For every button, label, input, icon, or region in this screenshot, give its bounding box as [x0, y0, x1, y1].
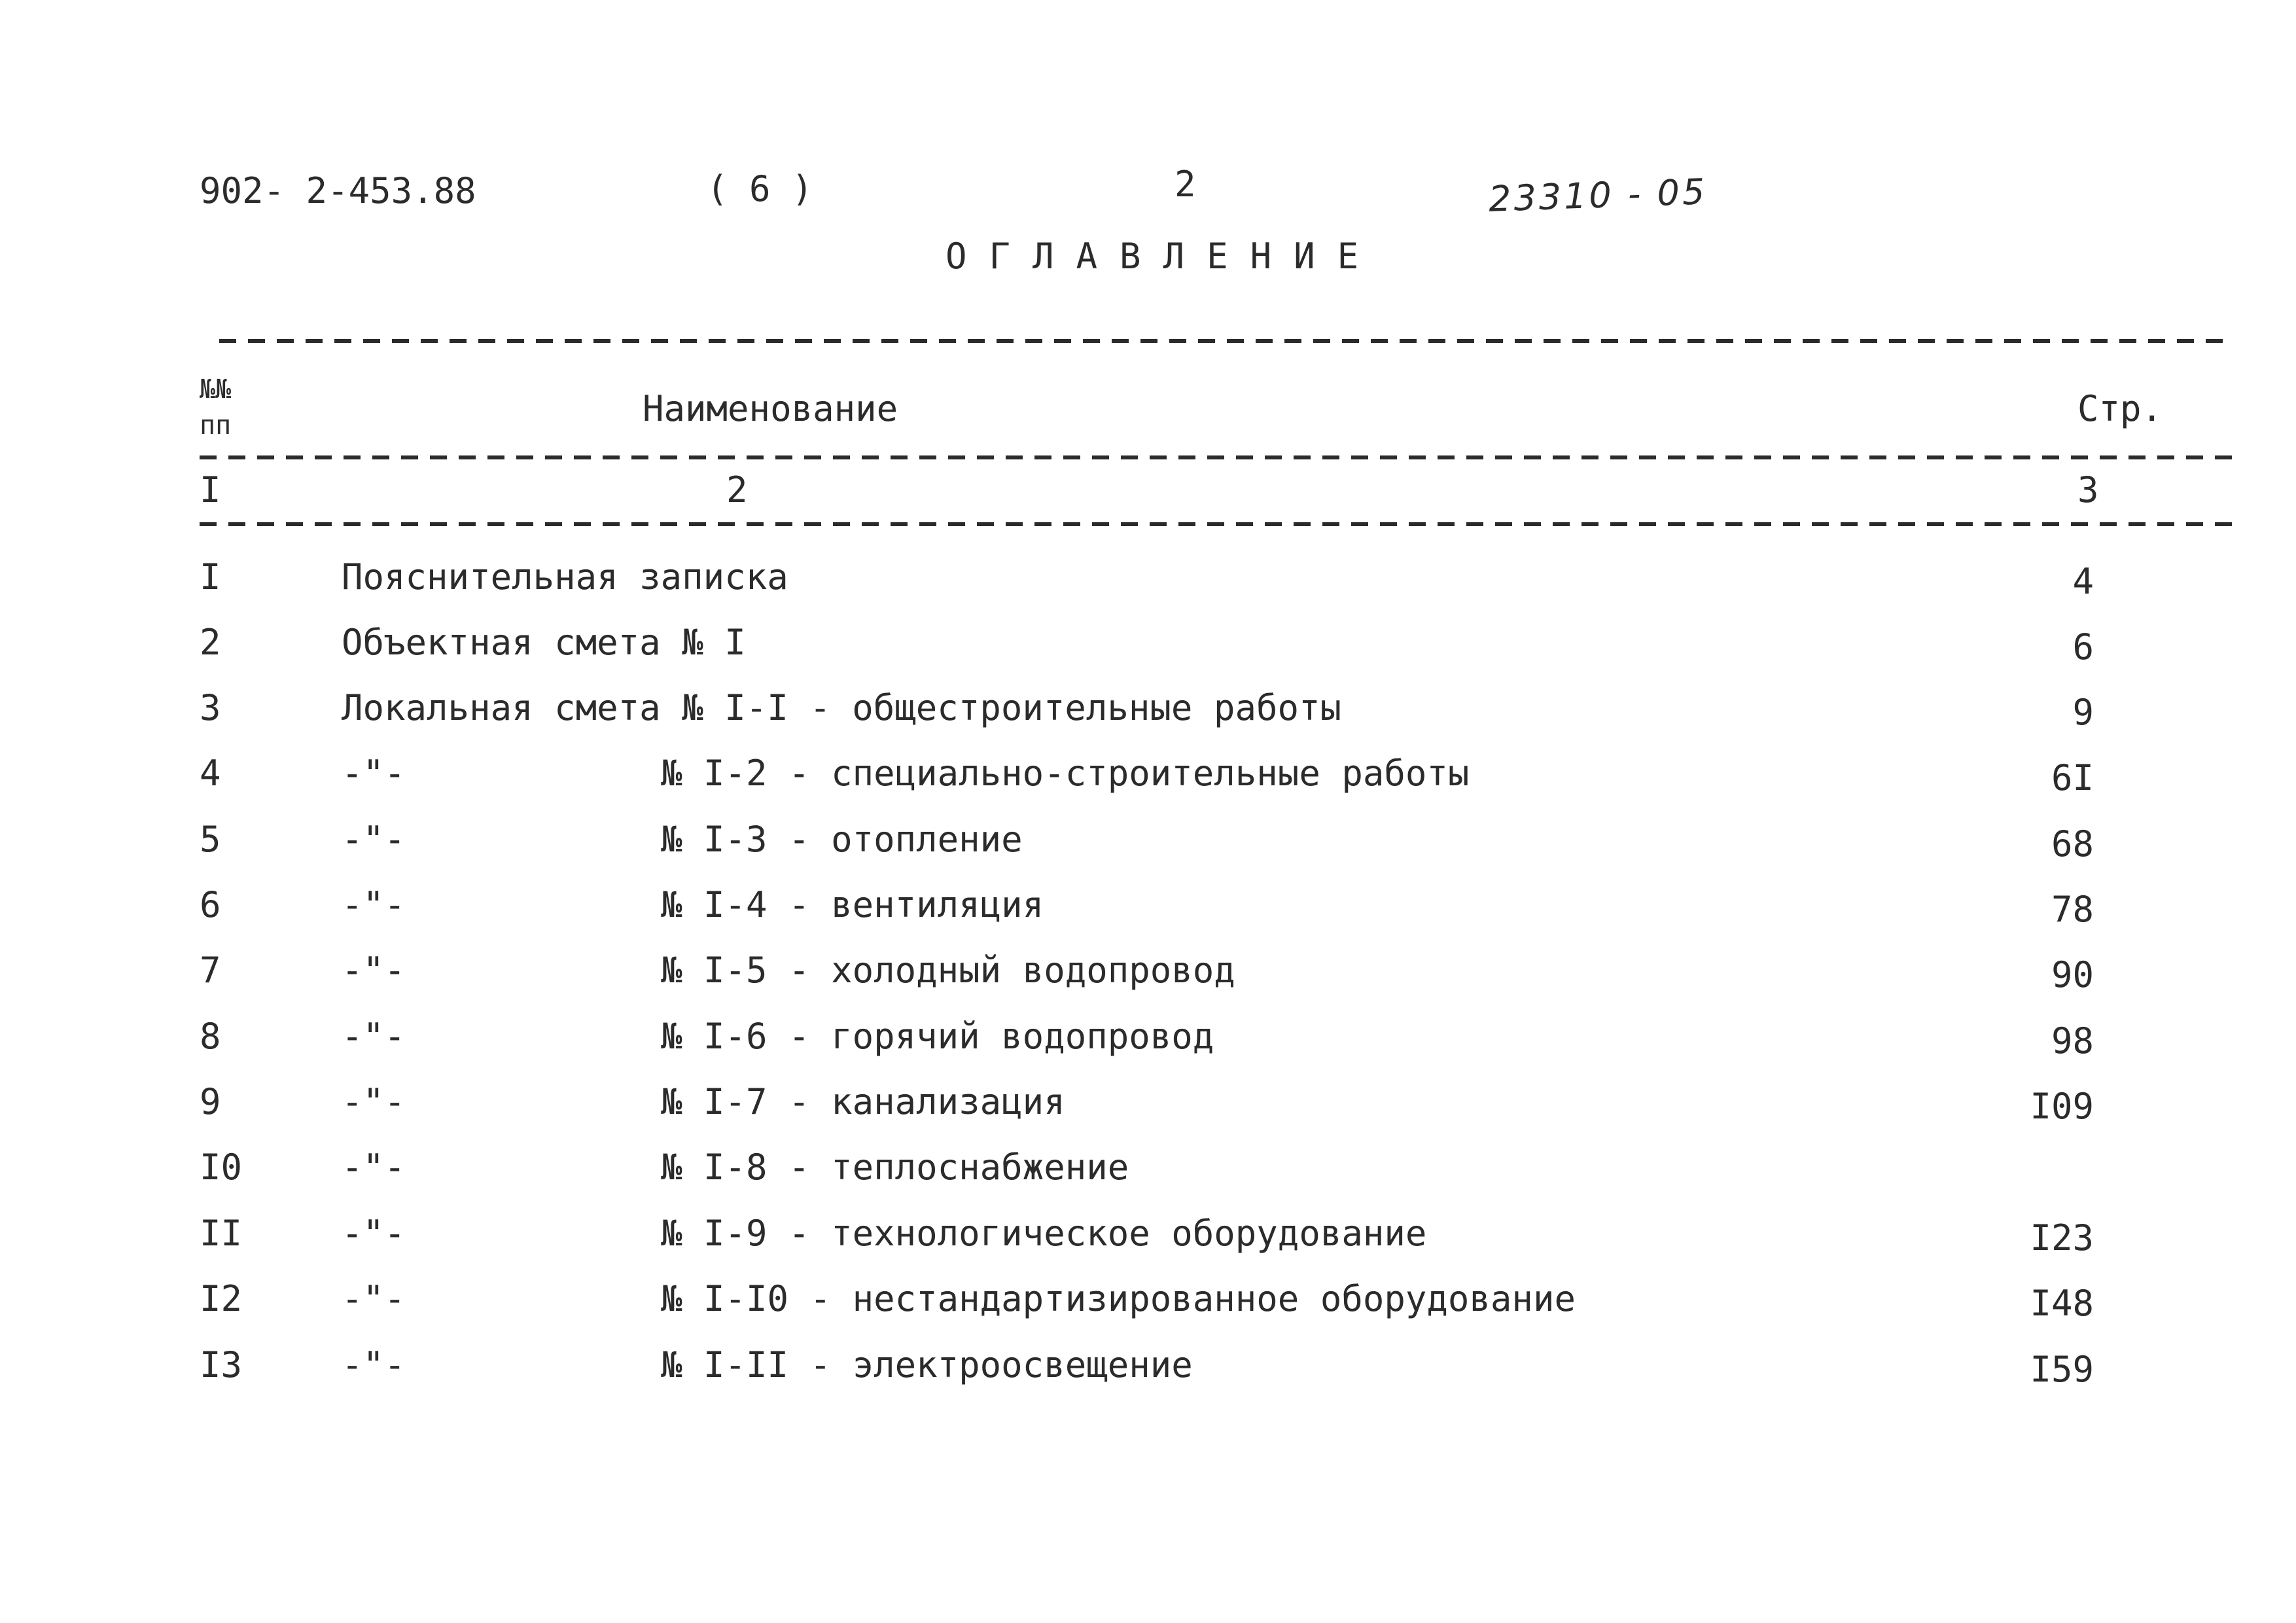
row-title: № I-5 - холодный водопровод — [661, 950, 1235, 991]
row-number: 6 — [200, 884, 221, 925]
row-page: 4 — [2072, 561, 2094, 602]
row-number: 8 — [200, 1016, 221, 1057]
col-index-3: 3 — [2077, 469, 2099, 510]
ditto-mark: -"- — [342, 819, 406, 860]
row-page: 6 — [2072, 626, 2094, 668]
row-number: 2 — [200, 622, 221, 663]
row-title: № I-9 - технологическое оборудование — [661, 1213, 1427, 1254]
row-page: 9 — [2072, 692, 2094, 733]
album-number: ( 6 ) — [707, 168, 813, 209]
row-title: № I-2 - специально-строительные работы — [661, 753, 1470, 794]
row-page: 98 — [2051, 1020, 2094, 1061]
row-number: 7 — [200, 950, 221, 991]
col-index-1: I — [200, 469, 221, 510]
ditto-mark: -"- — [342, 1016, 406, 1057]
dashed-rule-top — [219, 339, 2228, 343]
row-title: № I-4 - вентиляция — [661, 884, 1044, 925]
ditto-mark: -"- — [342, 1213, 406, 1254]
row-number: I2 — [200, 1278, 243, 1319]
row-title: № I-7 - канализация — [661, 1081, 1065, 1122]
row-title: № I-3 - отопление — [661, 819, 1023, 860]
row-title: № I-6 - горячий водопровод — [661, 1016, 1214, 1057]
row-title: № I-8 - теплоснабжение — [661, 1147, 1129, 1188]
row-page: I48 — [2030, 1283, 2094, 1324]
col-num-header-line2: пп — [200, 410, 232, 440]
ditto-mark: -"- — [342, 1278, 406, 1319]
document-code: 902- 2-453.88 — [200, 170, 476, 211]
col-page-header: Стр. — [2077, 388, 2163, 429]
ditto-mark: -"- — [342, 950, 406, 991]
row-page: 90 — [2051, 954, 2094, 995]
ditto-mark: -"- — [342, 884, 406, 925]
row-number: I3 — [200, 1344, 243, 1385]
dashed-rule-header — [200, 455, 2241, 459]
col-name-header: Наименование — [643, 388, 898, 429]
row-page: I59 — [2030, 1349, 2094, 1390]
ditto-mark: -"- — [342, 1344, 406, 1385]
ditto-mark: -"- — [342, 1081, 406, 1122]
row-number: I0 — [200, 1147, 243, 1188]
row-title: Пояснительная записка — [342, 556, 788, 597]
row-title: Объектная смета № I — [342, 622, 746, 663]
ditto-mark: -"- — [342, 753, 406, 794]
row-number: II — [200, 1213, 243, 1254]
dashed-rule-index — [200, 522, 2241, 526]
page-title: ОГЛАВЛЕНИЕ — [945, 236, 1381, 277]
row-page: 6I — [2051, 757, 2094, 798]
row-title: № I-I0 - нестандартизированное оборудование — [661, 1278, 1576, 1319]
row-page: 68 — [2051, 823, 2094, 865]
row-page: I09 — [2030, 1086, 2094, 1127]
row-title: № I-II - электроосвещение — [661, 1344, 1193, 1385]
row-title: Локальная смета № I-I - общестроительные работы — [342, 687, 1342, 728]
ditto-mark: -"- — [342, 1147, 406, 1188]
handwritten-stamp-number: 23310 - 05 — [1487, 171, 1708, 220]
row-page: I23 — [2030, 1217, 2094, 1258]
col-num-header-line1: №№ — [200, 374, 232, 404]
row-number: 3 — [200, 687, 221, 728]
page-number: 2 — [1174, 164, 1196, 205]
row-number: 5 — [200, 819, 221, 860]
col-index-2: 2 — [726, 469, 748, 510]
row-number: 9 — [200, 1081, 221, 1122]
row-number: 4 — [200, 753, 221, 794]
row-number: I — [200, 556, 221, 597]
row-page: 78 — [2051, 889, 2094, 930]
